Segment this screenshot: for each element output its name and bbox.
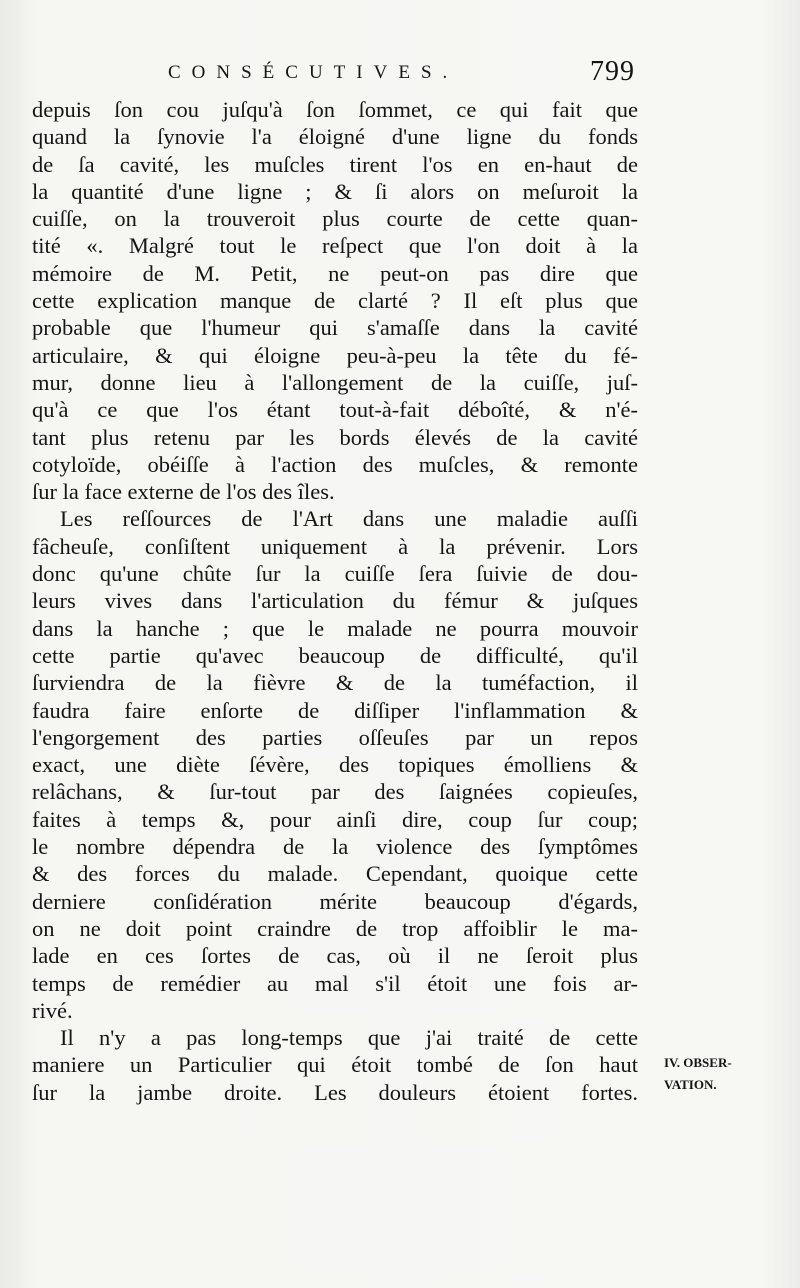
text-line: exact, une diète ſévère, des topiques émolliens & [32,752,638,778]
running-head: CONSÉCUTIVES. [168,62,459,83]
text-line: cette partie qu'avec beaucoup de difficulté, qu'il [32,642,638,668]
text-line: ſur la jambe droite. Les douleurs étoient fortes. [32,1079,638,1105]
text-line: ſur la face externe de l'os des îles. [32,479,335,505]
text-line: relâchans, & ſur-tout par des ſaignées copieuſes, [32,779,638,805]
text-line: qu'à ce que l'os étant tout-à-fait déboîté, & n'é- [32,397,638,423]
text-line: cuiſſe, on la trouveroit plus courte de cette quan- [32,206,638,232]
text-line: de ſa cavité, les muſcles tirent l'os en en-haut de [32,151,638,177]
text-line: dans la hanche ; que le malade ne pourra mouvoir [32,615,638,641]
text-line: maniere un Particulier qui étoit tombé de ſon haut [32,1052,638,1078]
margin-note-line: IV. OBSER- [664,1055,732,1070]
text-line: tité «. Malgré tout le reſpect que l'on doit à la [32,233,638,259]
text-line: on ne doit point craindre de trop affoiblir le ma- [32,915,638,941]
margin-note [664,1052,732,1096]
text-line: mur, donne lieu à l'allongement de la cuiſſe, juſ- [32,369,638,395]
page-number: 799 [590,56,635,87]
text-line: derniere conſidération mérite beaucoup d'égards, [32,888,638,914]
text-line: temps de remédier au mal s'il étoit une fois ar- [32,970,638,996]
text-line: la quantité d'une ligne ; & ſi alors on meſuroit la [32,178,638,204]
page-header [0,56,800,96]
text-line: faites à temps &, pour ainſi dire, coup ſur coup; [32,806,638,832]
text-line: lade en ces ſortes de cas, où il ne ſeroit plus [32,943,638,969]
text-line: articulaire, & qui éloigne peu-à-peu la tête du fé- [32,342,638,368]
text-line: tant plus retenu par les bords élevés de la cavité [32,424,638,450]
body-text [32,96,638,1106]
text-line: leurs vives dans l'articulation du fémur & juſques [32,588,638,614]
text-line: & des forces du malade. Cependant, quoique cette [32,861,638,887]
text-line: rivé. [32,997,73,1023]
text-line: cette explication manque de clarté ? Il eſt plus que [32,288,638,314]
text-line: depuis ſon cou juſqu'à ſon ſommet, ce qui fait que [32,97,638,122]
margin-note-line: VATION. [664,1077,717,1092]
text-line: cotyloïde, obéiſſe à l'action des muſcles, & remonte [32,451,638,477]
text-line: mémoire de M. Petit, ne peut-on pas dire que [32,260,638,286]
text-line: probable que l'humeur qui s'amaſſe dans la cavité [32,315,638,341]
text-line: donc qu'une chûte ſur la cuiſſe ſera ſuivie de dou- [32,561,638,587]
text-line: ſurviendra de la fièvre & de la tuméfaction, il [32,670,638,696]
text-line: le nombre dépendra de la violence des ſymptômes [32,834,638,860]
text-line: l'engorgement des parties oſſeuſes par un repos [32,724,638,750]
text-line: fâcheuſe, conſiſtent uniquement à la prévenir. Lors [32,533,638,559]
paragraph-start: Les reſſources de l'Art dans une maladie auſſi [60,506,638,532]
text-line: quand la ſynovie l'a éloigné d'une ligne du fonds [32,124,638,150]
text-line: faudra faire enſorte de diſſiper l'inflammation & [32,697,638,723]
paragraph-start: Il n'y a pas long-temps que j'ai traité de cette [60,1025,638,1051]
